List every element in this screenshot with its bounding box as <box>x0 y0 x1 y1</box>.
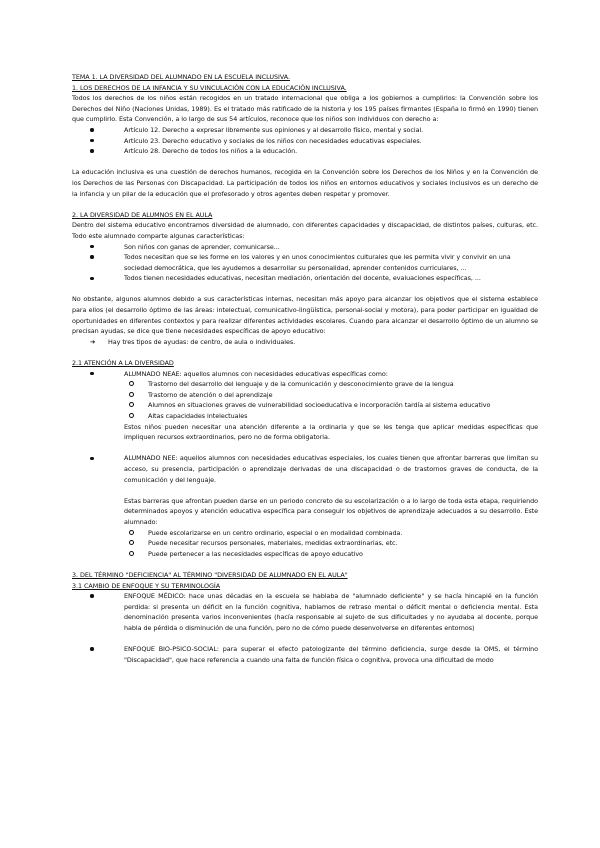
nee-note: Estas barreras que afrontan pueden darse en un periodo concreto de su escolarización o a lo largo de toda esta etapa, requiriendo determinados apoyos y atención educativa específica para conseguir los objetivos de aprendizaje adecuados a su desarrollo. Este alumnado: <box>124 496 538 526</box>
section-2-bullet-list <box>72 242 538 284</box>
section-3-1-heading: 3.1 CAMBIO DE ENFOQUE Y SU TERMINOLOGÍA <box>72 581 221 590</box>
bullet-icon <box>90 453 94 464</box>
circle-bullet-icon <box>129 390 134 401</box>
bullet-icon <box>90 369 94 380</box>
list-item: Todos necesitan que se les forme en los valores y en unos conocimientos culturales que les permita vivir y convivir en una sociedad democrática, que les ayudemos a desarrollar su personalidad, aprender contenidos curriculares, ... <box>72 252 538 273</box>
circle-bullet-icon <box>129 400 134 411</box>
nee-sub-list <box>72 528 538 560</box>
circle-bullet-icon <box>129 528 134 539</box>
circle-bullet-icon <box>129 411 134 422</box>
list-item: Alumnos en situaciones graves de vulnerabilidad socioeducativa e incorporación tardía al sistema educativo <box>72 400 538 411</box>
list-item: ENFOQUE BIO-PSICO-SOCIAL: para superar el efecto patologizante del término deficiencia, surge desde la OMS, el término "Discapacidad", que hace referencia a cuando una falta de función física o cognitiva, provoca una dificultad de modo <box>72 644 538 665</box>
bullet-icon <box>90 591 94 602</box>
list-item: Puede necesitar recursos personales, materiales, medidas extraordinarias, etc. <box>72 538 538 549</box>
bullet-icon <box>90 136 94 147</box>
list-item: ENFOQUE MÉDICO: hace unas décadas en la escuela se hablaba de "alumnado deficiente" y se hacía hincapié en la función perdida: si presenta un déficit en la función cognitiva, hablamos de retraso mental o déficit mental o deficiencia mental. Esta denominación presenta varios inconvenientes (hacía responsable al sujeto de sus dificultades y no ayudaba al docente, porque habla de pérdida o disminución de una función, pero no de cómo puede desenvolverse en diferentes entornos) <box>72 591 538 633</box>
bullet-icon <box>90 252 94 263</box>
document-title: TEMA 1. LA DIVERSIDAD DEL ALUMNADO EN LA ESCUELA INCLUSIVA. <box>72 73 290 81</box>
section-2-arrow-item: ➔ Hay tres tipos de ayudas: de centro, de aula o individuales. <box>90 337 296 346</box>
section-2-1-heading: 2.1 ATENCIÓN A LA DIVERSIDAD <box>72 359 174 368</box>
document-body <box>72 72 538 665</box>
list-item: Son niños con ganas de aprender, comunicarse... <box>72 242 538 253</box>
circle-bullet-icon <box>129 538 134 549</box>
section-1-bullet-list <box>72 125 538 157</box>
neae-list <box>72 369 538 380</box>
bullet-icon <box>90 125 94 136</box>
bullet-icon <box>90 273 94 284</box>
bullet-icon <box>90 146 94 157</box>
neae-sub-list <box>72 379 538 421</box>
section-3-heading: 3. DEL TÉRMINO "DEFICIENCIA" AL TÉRMINO "DIVERSIDAD DE ALUMNADO EN EL AULA" <box>72 570 348 579</box>
section-3-bullet-list-2 <box>72 644 538 665</box>
section-2-paragraph-2: No obstante, algunos alumnos debido a sus características internas, necesitan más apoyo para alcanzar los objetivos que el sistema establece para ellos (el desarrollo óptimo de las áreas: intelectual, comunicativo-lingüística, personal-social y motora), para poder participar en igualdad de oportunidades en diferentes contextos y para realizar diferentes actividades escolares. Cuando para alcanzar el desarrollo óptimo de un alumno se precisan ayudas, se dice que tiene necesidades específicas de apoyo educativo: <box>72 295 538 336</box>
section-2-heading: 2. LA DIVERSIDAD DE ALUMNOS EN EL AULA <box>72 210 213 219</box>
list-item: Trastorno de atención o del aprendizaje <box>72 390 538 401</box>
list-item: ALUMNADO NEE: aquellos alumnos con necesidades educativas especiales, los cuales tienen que afrontar barreras que limitan su acceso, su presencia, participación o aprendizaje derivadas de una discapacidad o de trastornos graves de conducta, de la comunicación y del lenguaje. <box>72 453 538 485</box>
list-item: Trastorno del desarrollo del lenguaje y de la comunicación y desconocimiento grave de la lengua <box>72 379 538 390</box>
section-3-bullet-list <box>72 591 538 633</box>
neae-note: Estos niños pueden necesitar una atención diferente a la ordinaria y que se les tenga que aplicar medidas específicas que impliquen recursos extraordinarios, pero no de forma obligatoria. <box>124 422 538 442</box>
list-item: Altas capacidades intelectuales <box>72 411 538 422</box>
circle-bullet-icon <box>129 549 134 560</box>
list-item: Artículo 23. Derecho educativo y sociales de los niños con necesidades educativas especiales. <box>72 136 538 147</box>
section-1-paragraph-2: La educación inclusiva es una cuestión de derechos humanos, recogida en la Convención sobre los Derechos de los Niños y en la Convención de los Derechos de las Personas con Discapacidad. La participación de todos los niños en entornos educativos y sociales inclusivos es un derecho de la infancia y un pilar de la educación que el profesorado y otros agentes deben respetar y promover. <box>72 168 538 198</box>
list-item: Artículo 28. Derecho de todos los niños a la educación. <box>72 146 538 157</box>
section-1-heading: 1. LOS DERECHOS DE LA INFANCIA Y SU VINCULACIÓN CON LA EDUCACIÓN INCLUSIVA. <box>72 83 347 92</box>
nee-list <box>72 453 538 485</box>
list-item: Todos tienen necesidades educativas, necesitan mediación, orientación del docente, evaluaciones específicas, ... <box>72 273 538 284</box>
arrow-right-icon: ➔ <box>90 337 96 346</box>
section-1-paragraph-1: Todos los derechos de los niños están recogidos en un tratado internacional que obliga a los gobiernos a cumplirlos: la Convención sobre los Derechos del Niño (Naciones Unidas, 1989). Es el tratado más ratificado de la historia y los 195 países firmantes (España lo firmó en 1990) tienen que cumplirlo. Esta Convención, a lo largo de sus 54 artículos, reconoce que los niños son individuos con derecho a: <box>72 94 538 124</box>
list-item: Artículo 12. Derecho a expresar libremente sus opiniones y al desarrollo físico, mental y social. <box>72 125 538 136</box>
list-item: Puede escolarizarse en un centro ordinario, especial o en modalidad combinada. <box>72 528 538 539</box>
list-item: ALUMNADO NEAE: aquellos alumnos con necesidades educativas específicas como: <box>72 369 538 380</box>
bullet-icon <box>90 644 94 655</box>
section-2-paragraph-1: Dentro del sistema educativo encontramos diversidad de alumnado, con diferentes capacidades y discapacidad, de distintos países, culturas, etc. Todo este alumnado comparte algunas características: <box>72 221 538 240</box>
bullet-icon <box>90 242 94 253</box>
list-item: Puede pertenecer a las necesidades específicas de apoyo educativo <box>72 549 538 560</box>
circle-bullet-icon <box>129 379 134 390</box>
